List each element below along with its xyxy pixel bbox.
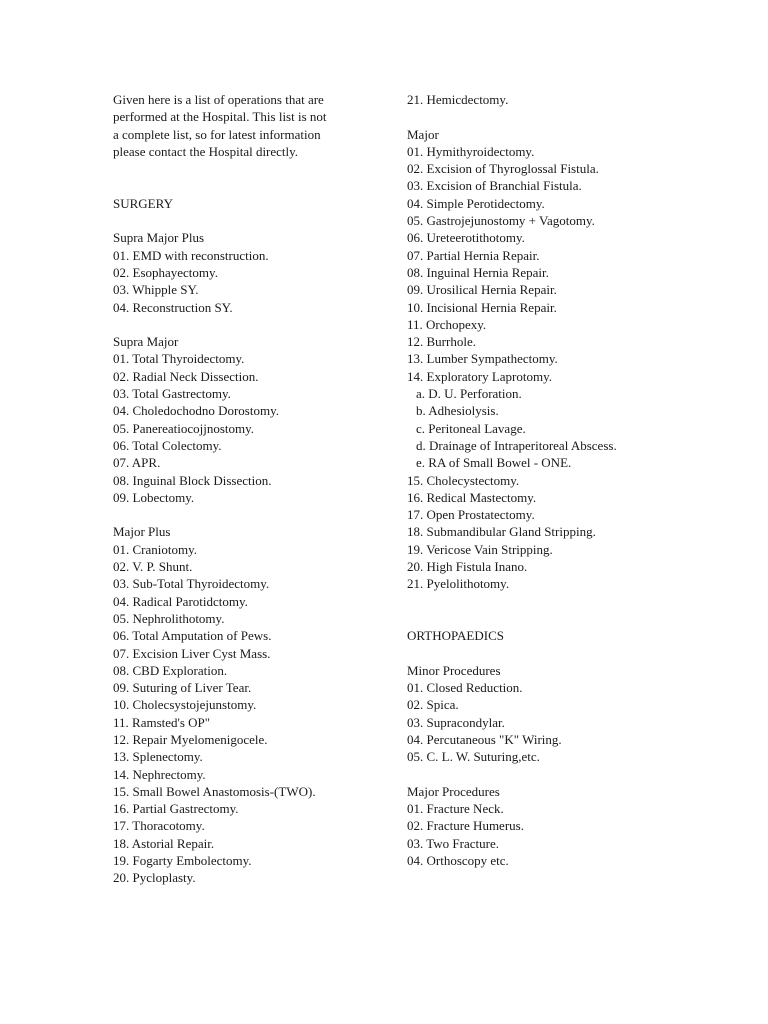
list-item: 04. Simple Perotidectomy. [407, 195, 545, 211]
intro-line: a complete list, so for latest information [113, 126, 321, 142]
list-item: 21. Pyelolithotomy. [407, 576, 510, 592]
list-item: 01. EMD with reconstruction. [113, 247, 269, 263]
list-item: 19. Fogarty Embolectomy. [113, 853, 252, 869]
intro-line: Given here is a list of operations that are [113, 92, 324, 107]
section-heading-surgery: SURGERY [113, 195, 173, 211]
list-item: 11. Orchopexy. [407, 316, 487, 332]
list-item: 20. High Fistula Inano. [407, 559, 528, 575]
list-item: 12. Repair Myelomenigocele. [113, 731, 268, 747]
list-item: 07. Excision Liver Cyst Mass. [113, 645, 271, 661]
intro-line: performed at the Hospital. This list is not [113, 109, 327, 125]
list-item: 03. Supracondylar. [407, 714, 505, 730]
list-item: 13. Lumber Sympathectomy. [407, 351, 558, 367]
list-item: 06. Total Colectomy. [113, 437, 222, 453]
intro-line: please contact the Hospital directly. [113, 143, 299, 159]
list-item: 06. Ureteerotithotomy. [407, 230, 525, 246]
list-item: 08. Inguinal Block Dissection. [113, 472, 272, 488]
left-column [113, 91, 388, 887]
list-item: 20. Pycloplasty. [113, 870, 196, 886]
list-item: 18. Submandibular Gland Stripping. [407, 524, 596, 540]
list-item: 02. Radial Neck Dissection. [113, 368, 259, 384]
list-item: 09. Suturing of Liver Tear. [113, 680, 252, 696]
list-item: 02. Esophayectomy. [113, 264, 218, 280]
list-item: 02. Excision of Thyroglossal Fistula. [407, 161, 599, 177]
list-item: 01. Total Thyroidectomy. [113, 351, 245, 367]
list-item: 01. Fracture Neck. [407, 801, 504, 817]
group-title-major-plus: Major Plus [113, 524, 171, 540]
list-item: 05. Panereatiocojjnostomy. [113, 420, 255, 436]
sub-list-item: c. Peritoneal Lavage. [416, 420, 526, 436]
list-item: 03. Total Gastrectomy. [113, 386, 231, 402]
sub-list-item: a. D. U. Perforation. [416, 386, 522, 402]
list-item: 12. Burrhole. [407, 334, 476, 350]
list-item: 21. Hemicdectomy. [407, 92, 509, 107]
list-item: 04. Reconstruction SY. [113, 299, 233, 315]
list-item: 01. Craniotomy. [113, 541, 198, 557]
group-title-major-procedures: Major Procedures [407, 783, 500, 799]
list-item: 04. Choledochodno Dorostomy. [113, 403, 279, 419]
list-item: 07. APR. [113, 455, 161, 471]
group-title-supra-major: Supra Major [113, 334, 179, 350]
list-item: 17. Open Prostatectomy. [407, 507, 535, 523]
sub-list-item: e. RA of Small Bowel - ONE. [416, 455, 572, 471]
list-item: 19. Vericose Vain Stripping. [407, 541, 553, 557]
sub-list-item: d. Drainage of Intraperitoreal Abscess. [416, 437, 617, 453]
section-heading-orthopaedics: ORTHOPAEDICS [407, 628, 504, 644]
list-item: 13. Splenectomy. [113, 749, 203, 765]
list-item: 02. Fracture Humerus. [407, 818, 524, 834]
list-item: 06. Total Amputation of Pews. [113, 628, 272, 644]
list-item: 10. Incisional Hernia Repair. [407, 299, 557, 315]
list-item: 07. Partial Hernia Repair. [407, 247, 540, 263]
list-item: 03. Whipple SY. [113, 282, 199, 298]
list-item: 09. Urosilical Hernia Repair. [407, 282, 557, 298]
list-item: 02. Spica. [407, 697, 459, 713]
list-item: 03. Excision of Branchial Fistula. [407, 178, 582, 194]
list-item: 01. Closed Reduction. [407, 680, 523, 696]
list-item: 18. Astorial Repair. [113, 835, 215, 851]
list-item: 02. V. P. Shunt. [113, 559, 193, 575]
list-item: 05. Nephrolithotomy. [113, 610, 225, 626]
list-item: 17. Thoracotomy. [113, 818, 205, 834]
list-item: 16. Partial Gastrectomy. [113, 801, 239, 817]
intro-paragraph [113, 91, 375, 160]
list-item: 01. Hymithyroidectomy. [407, 143, 535, 159]
list-item: 05. Gastrojejunostomy + Vagotomy. [407, 213, 595, 229]
list-item: 08. CBD Exploration. [113, 662, 228, 678]
list-item: 04. Orthoscopy etc. [407, 853, 509, 869]
group-title-supra-major-plus: Supra Major Plus [113, 230, 204, 246]
list-item: 14. Exploratory Laprotomy. [407, 368, 553, 384]
list-item: 03. Two Fracture. [407, 835, 499, 851]
list-item: 11. Ramsted's OP" [113, 714, 211, 730]
list-item: 03. Sub-Total Thyroidectomy. [113, 576, 270, 592]
list-item: 04. Radical Parotidctomy. [113, 593, 248, 609]
sub-list-item: b. Adhesiolysis. [416, 403, 499, 419]
list-item: 09. Lobectomy. [113, 489, 195, 505]
list-item: 04. Percutaneous "K" Wiring. [407, 731, 562, 747]
list-item: 16. Redical Mastectomy. [407, 489, 537, 505]
right-column [407, 91, 737, 869]
list-item: 15. Cholecystectomy. [407, 472, 520, 488]
list-item: 08. Inguinal Hernia Repair. [407, 264, 549, 280]
list-item: 10. Cholecsystojejunstomy. [113, 697, 257, 713]
list-item: 15. Small Bowel Anastomosis-(TWO). [113, 783, 316, 799]
group-title-major: Major [407, 126, 439, 142]
list-item: 14. Nephrectomy. [113, 766, 206, 782]
group-title-minor-procedures: Minor Procedures [407, 662, 501, 678]
list-item: 05. C. L. W. Suturing,etc. [407, 749, 540, 765]
